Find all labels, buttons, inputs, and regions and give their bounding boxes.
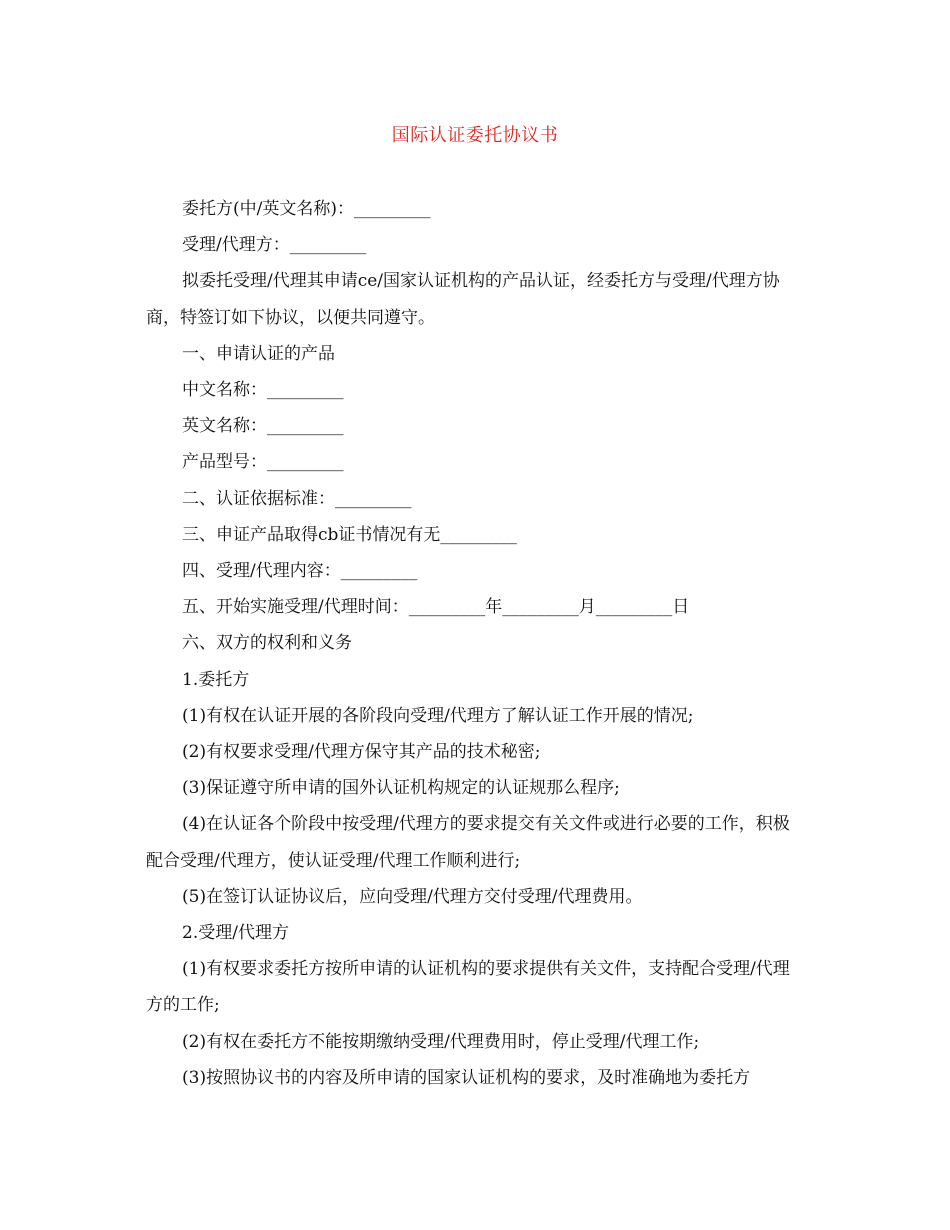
document-body — [146, 191, 806, 1096]
list-item: (1)有权要求委托方按所申请的认证机构的要求提供有关文件，支持配合受理/代理方的工作; — [146, 959, 790, 1016]
subheading-client: 1.委托方 — [182, 669, 250, 690]
list-item: (4)在认证各个阶段中按受理/代理方的要求提交有关文件或进行必要的工作，积极配合受理/代理方，使认证受理/代理工作顺利进行; — [146, 814, 790, 871]
list-item: (3)按照协议书的内容及所申请的国家认证机构的要求，及时准确地为委托方 — [182, 1067, 751, 1088]
paragraph-product-model: 产品型号：_________ — [182, 452, 344, 473]
paragraph-chinese-name: 中文名称：_________ — [182, 380, 344, 401]
list-item: (3)保证遵守所申请的国外认证机构规定的认证规那么程序; — [182, 778, 620, 799]
section-heading-start-date: 五、开始实施受理/代理时间：_________年_________月_________日 — [182, 597, 690, 618]
document-title: 国际认证委托协议书 — [391, 125, 559, 146]
list-item: (2)有权要求受理/代理方保守其产品的技术秘密; — [182, 742, 541, 763]
section-heading-products: 一、申请认证的产品 — [182, 343, 335, 364]
section-heading-cb-certificate: 三、申证产品取得cb证书情况有无_________ — [182, 524, 517, 545]
paragraph-client-name: 委托方(中/英文名称)：_________ — [182, 199, 431, 219]
section-heading-standards: 二、认证依据标准：_________ — [182, 488, 412, 509]
list-item: (2)有权在委托方不能按期缴纳受理/代理费用时，停止受理/代理工作; — [182, 1031, 700, 1052]
section-heading-rights: 六、双方的权利和义务 — [182, 633, 352, 654]
list-item: (1)有权在认证开展的各阶段向受理/代理方了解认证工作开展的情况; — [182, 705, 694, 726]
paragraph-agent-name: 受理/代理方：_________ — [182, 235, 367, 256]
list-item: (5)在签订认证协议后，应向受理/代理方交付受理/代理费用。 — [182, 886, 643, 907]
paragraph-preamble: 拟委托受理/代理其申请ce/国家认证机构的产品认证，经委托方与受理/代理方协商，特签订如下协议，以便共同遵守。 — [146, 271, 780, 328]
paragraph-english-name: 英文名称：_________ — [182, 416, 344, 437]
subheading-agent: 2.受理/代理方 — [182, 923, 289, 944]
section-heading-scope: 四、受理/代理内容：_________ — [182, 561, 418, 582]
